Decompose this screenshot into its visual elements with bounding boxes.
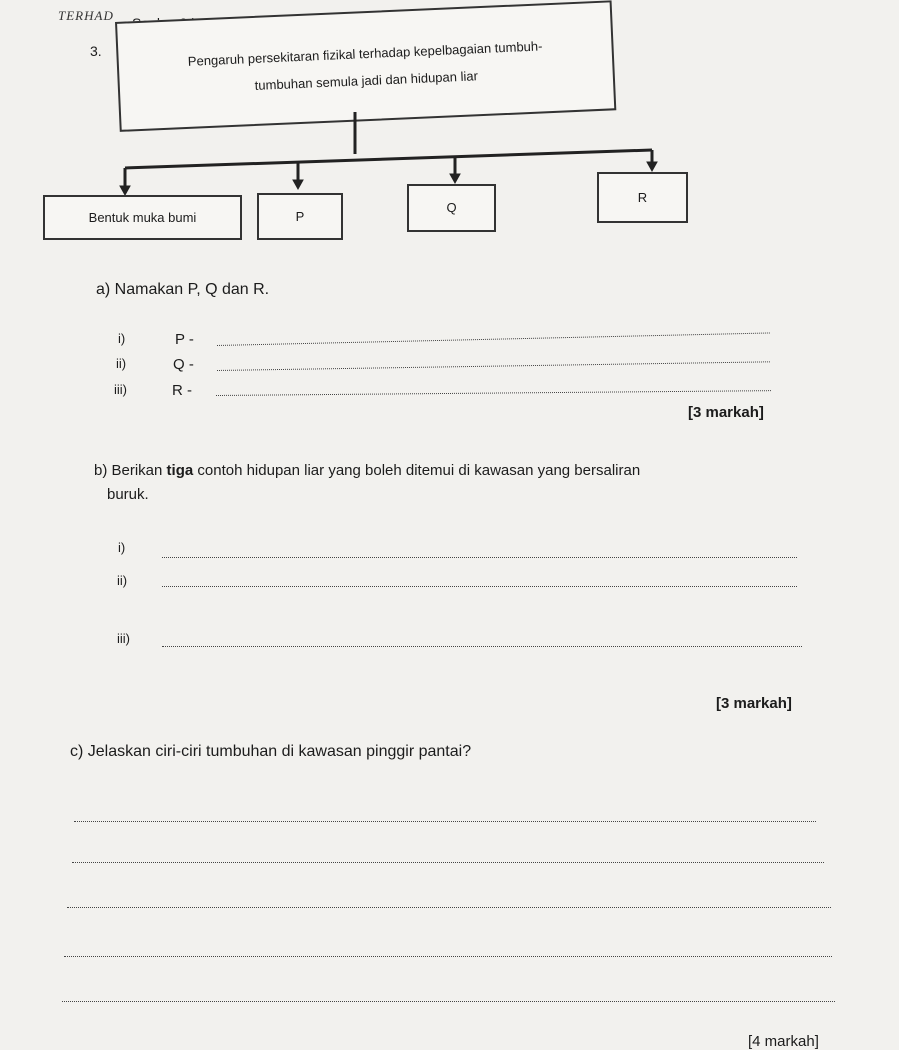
part-a-label-r: R - bbox=[172, 382, 192, 399]
part-a-marks: [3 markah] bbox=[688, 404, 764, 421]
part-b-prompt-line2: buruk. bbox=[107, 486, 149, 503]
answer-line-q[interactable] bbox=[217, 361, 770, 371]
part-b-num-1: i) bbox=[118, 540, 126, 555]
answer-line-b2[interactable] bbox=[162, 586, 797, 587]
part-a-prompt: a) Namakan P, Q dan R. bbox=[96, 281, 270, 298]
answer-line-c2[interactable] bbox=[72, 862, 824, 863]
part-b-prompt-post: contoh hidupan liar yang boleh ditemui di kawasan yang bersaliran bbox=[193, 462, 641, 479]
part-c-marks: [4 markah] bbox=[748, 1033, 819, 1050]
part-a-num-2: ii) bbox=[116, 356, 127, 371]
leaf-p-text: P bbox=[295, 209, 305, 224]
answer-line-p[interactable] bbox=[217, 332, 770, 346]
diagram-main-text-1: Pengaruh persekitaran fizikal terhadap kepelbagaian tumbuh- bbox=[187, 38, 543, 69]
part-a-num-1: i) bbox=[118, 331, 126, 346]
leaf-q-text: Q bbox=[446, 200, 457, 215]
part-c-prompt: c) Jelaskan ciri-ciri tumbuhan di kawasan pinggir pantai? bbox=[70, 743, 472, 760]
leaf-r-text: R bbox=[637, 190, 648, 205]
part-a-num-3: iii) bbox=[114, 382, 127, 397]
part-a-label-q: Q - bbox=[173, 356, 194, 373]
part-b-num-3: iii) bbox=[117, 631, 130, 646]
answer-line-c5[interactable] bbox=[62, 1001, 835, 1002]
diagram-main-text-2: tumbuhan semula jadi dan hidupan liar bbox=[254, 68, 479, 93]
part-b-prompt-bold: tiga bbox=[166, 462, 194, 479]
diagram-leaf-p bbox=[257, 193, 343, 240]
question-number: 3. bbox=[90, 43, 102, 59]
answer-line-b3[interactable] bbox=[162, 646, 802, 647]
connector-bar bbox=[125, 150, 652, 168]
part-b-marks: [3 markah] bbox=[716, 695, 792, 712]
answer-line-r[interactable] bbox=[216, 390, 771, 396]
answer-line-c3[interactable] bbox=[67, 907, 831, 908]
answer-line-c4[interactable] bbox=[64, 956, 832, 957]
part-b-num-2: ii) bbox=[117, 573, 128, 588]
part-b-prompt-pre: b) Berikan bbox=[94, 462, 167, 479]
diagram-leaf-q bbox=[407, 184, 496, 232]
leaf-landform-text: Bentuk muka bumi bbox=[88, 210, 197, 225]
part-b-prompt-line1 bbox=[94, 462, 640, 479]
diagram-leaf-r bbox=[597, 172, 688, 223]
restricted-stamp: TERHAD bbox=[58, 8, 114, 23]
answer-line-c1[interactable] bbox=[74, 821, 816, 822]
answer-line-b1[interactable] bbox=[162, 557, 797, 558]
diagram-leaf-landform bbox=[43, 195, 242, 240]
part-a-label-p: P - bbox=[175, 331, 194, 348]
